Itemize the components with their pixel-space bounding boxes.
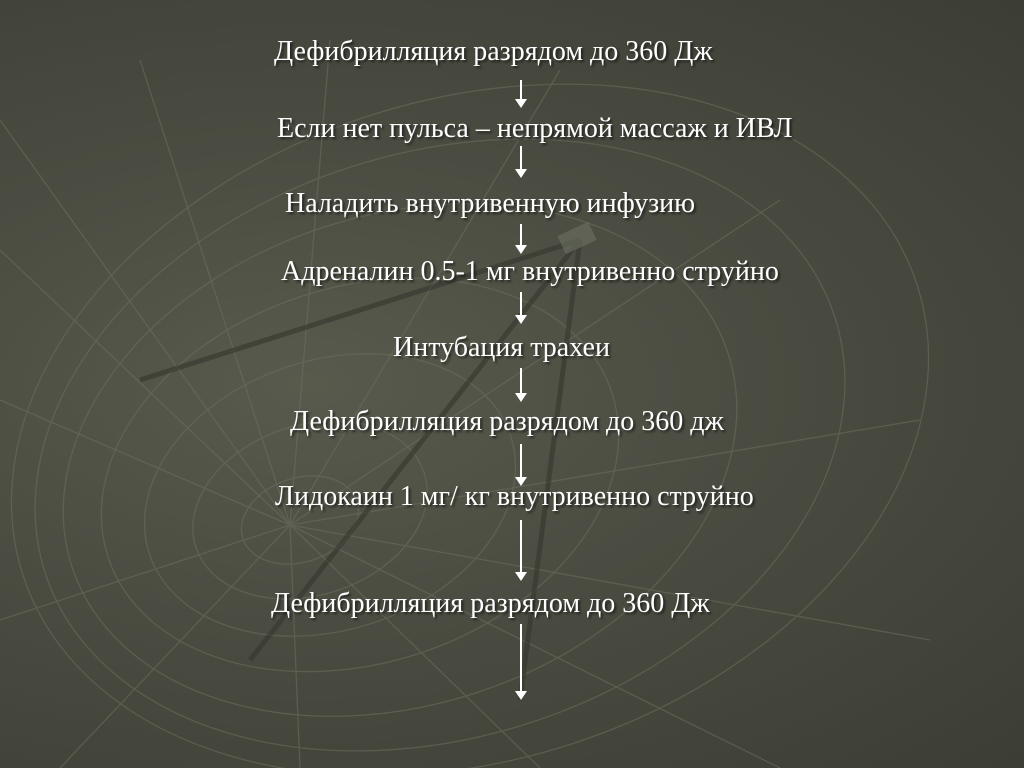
step-cpr-ventilation: Если нет пульса – непрямой массаж и ИВЛ bbox=[277, 113, 793, 144]
arrow-down-8 bbox=[515, 624, 527, 700]
step-lidocaine: Лидокаин 1 мг/ кг внутривенно струйно bbox=[275, 481, 754, 512]
arrow-down-7 bbox=[515, 520, 527, 581]
arrow-down-2 bbox=[515, 146, 527, 178]
arrow-down-3 bbox=[515, 224, 527, 254]
step-defibrillation-1: Дефибрилляция разрядом до 360 Дж bbox=[274, 36, 713, 67]
step-defibrillation-2: Дефибрилляция разрядом до 360 дж bbox=[290, 406, 724, 437]
step-defibrillation-3: Дефибрилляция разрядом до 360 Дж bbox=[271, 588, 710, 619]
arrow-down-1 bbox=[515, 80, 527, 108]
arrow-down-4 bbox=[515, 292, 527, 324]
arrow-down-6 bbox=[515, 444, 527, 486]
step-intubation: Интубация трахеи bbox=[393, 332, 610, 363]
step-iv-infusion: Наладить внутривенную инфузию bbox=[285, 188, 696, 219]
arrow-down-5 bbox=[515, 368, 527, 402]
step-adrenaline: Адреналин 0.5-1 мг внутривенно струйно bbox=[281, 256, 779, 287]
